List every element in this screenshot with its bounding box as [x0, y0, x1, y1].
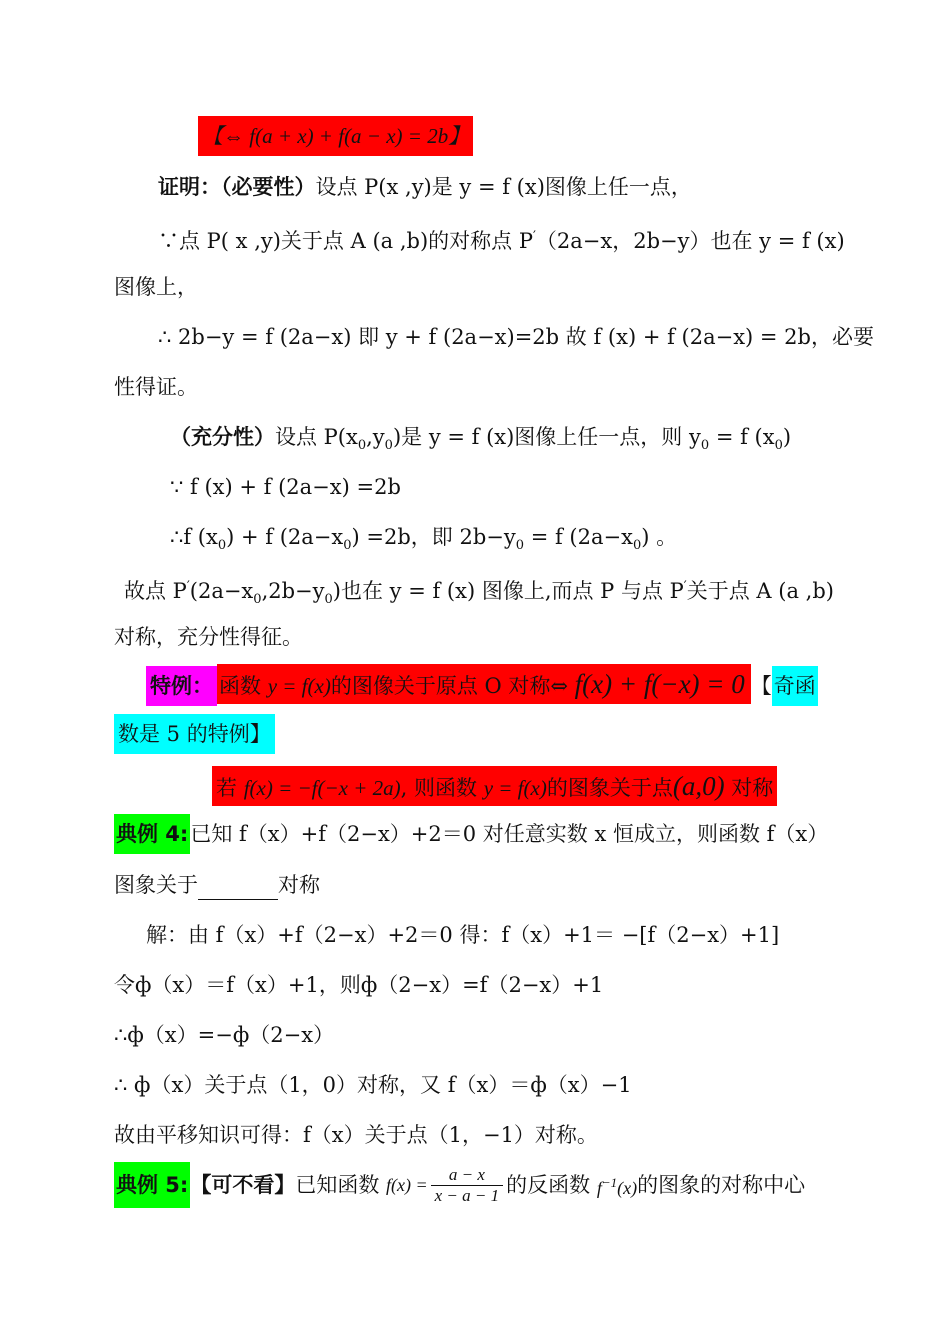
text-line — [114, 622, 303, 652]
proof-necessity-line — [158, 172, 692, 202]
subscript: 0 — [632, 538, 642, 554]
symmetry-condition — [212, 766, 777, 806]
text-line — [114, 372, 198, 402]
sufficiency-label: （充分性） — [170, 425, 275, 449]
text-segment: 的反函数 — [506, 1173, 597, 1197]
subscript: 0 — [343, 538, 352, 554]
condition-math: (a,0) — [672, 771, 725, 801]
sufficiency-text: ,y — [366, 425, 385, 449]
solution-text: ∴ ф（x）关于点（1，0）对称，又 f（x）＝ф（x）−1 — [114, 1073, 632, 1097]
bracket-open: 【 — [750, 674, 772, 698]
special-case-statement — [217, 664, 751, 704]
text-segment: 图象关于 — [114, 873, 198, 897]
condition-text: 的图象关于点 — [546, 776, 673, 800]
example-4-line-2 — [114, 870, 320, 900]
text-segment: ) =2b，即 2b−y — [351, 525, 516, 549]
odd-function-note-line — [114, 714, 275, 754]
condition-math: y = f(x) — [483, 776, 547, 800]
subscript: 0 — [357, 438, 367, 454]
prime-mark: ′ — [532, 229, 536, 244]
odd-function-note-2: 数是 5 的特例】 — [114, 714, 275, 754]
solution-text: 解：由 f（x）+f（2−x）+2＝0 得：f（x）+1＝ −[f（2−x）+1] — [146, 923, 780, 947]
solution-line-3 — [114, 1020, 334, 1050]
condition-text: , 则函数 — [400, 776, 484, 800]
subscript: 0 — [384, 438, 393, 454]
answer-blank — [198, 877, 278, 900]
text-segment: 关于点 A (a ,b) — [686, 579, 834, 603]
example-4-label: 典例 4: — [114, 814, 190, 854]
special-case-line — [146, 664, 818, 704]
sufficiency-text: )是 y = f (x)图像上任一点，则 y — [392, 425, 701, 449]
text-segment: 故点 P — [124, 579, 187, 603]
condition-text: 对称 — [724, 776, 774, 800]
condition-math: f(x) = −f(−x + 2a) — [243, 776, 401, 800]
equivalence-formula-line — [198, 116, 473, 156]
inverse-f: f — [596, 1177, 602, 1198]
function-math: f(x) = — [386, 1175, 428, 1195]
odd-function-note: 奇函 — [772, 666, 818, 706]
because-text: ∵ f (x) + f (2a−x) =2b — [170, 475, 401, 499]
symmetric-point-line — [158, 222, 845, 252]
fraction-numerator: a − x — [431, 1165, 504, 1186]
solution-text: 令ф（x）＝f（x）+1，则ф（2−x）=f（2−x）+1 — [114, 973, 604, 997]
statement-text: 的图像关于原点 O 对称⇔ — [330, 674, 575, 698]
conclusion-line — [124, 572, 834, 608]
subscript: 0 — [700, 438, 710, 454]
solution-line-2 — [114, 970, 603, 1000]
prime-mark: ′ — [186, 579, 190, 594]
proof-text: 设点 P(x ,y)是 y = f (x)图像上任一点， — [315, 175, 692, 199]
equivalence-formula: 【⇔ f(a + x) + f(a − x) = 2b】 — [198, 116, 473, 156]
symmetric-point-text-2: （2a−x，2b−y）也在 y = f (x) — [535, 229, 845, 253]
fraction — [431, 1165, 504, 1206]
text-segment: 对称 — [278, 873, 320, 897]
text-segment: 对称，充分性得征。 — [114, 625, 303, 649]
inverse-arg: (x) — [617, 1177, 638, 1198]
subscript: 0 — [217, 538, 227, 554]
symmetric-point-text: ∵点 P( x ,y)关于点 A (a ,b)的对称点 P — [158, 229, 533, 253]
text-segment: = f (2a−x — [524, 525, 633, 549]
text-segment: ) + f (2a−x — [226, 525, 344, 549]
sufficiency-line — [170, 422, 791, 452]
because-line — [170, 472, 401, 502]
sufficiency-text: = f (x — [709, 425, 775, 449]
solution-text: ∴ф（x）=−ф（2−x） — [114, 1023, 335, 1047]
subscript: 0 — [324, 592, 333, 608]
statement-text: 函数 — [219, 674, 268, 698]
solution-text: 故由平移知识可得：f（x）关于点（1，−1）对称。 — [114, 1123, 598, 1147]
solution-line — [146, 920, 779, 950]
text-segment: 图像上， — [114, 275, 198, 299]
solution-line-5 — [114, 1120, 598, 1150]
solution-line-4 — [114, 1070, 632, 1100]
sufficiency-text: ) — [782, 425, 792, 449]
inverse-superscript: −1 — [601, 1174, 618, 1190]
text-segment: ) 。 — [641, 525, 678, 549]
skip-note: 【可不看】 — [190, 1173, 296, 1197]
subscript: 0 — [253, 592, 262, 608]
text-segment: (2a−x — [189, 579, 254, 603]
subscript: 0 — [515, 538, 525, 554]
symmetry-condition-line — [212, 766, 777, 806]
therefore-line-2 — [170, 522, 677, 552]
condition-text: 若 — [216, 776, 244, 800]
fraction-denominator: x − a − 1 — [434, 1185, 500, 1205]
proof-label: 证明：（必要性） — [158, 175, 316, 199]
therefore-text: ∴ 2b−y = f (2a−x) 即 y + f (2a−x)=2b 故 f (x) + f (2a−x) = 2b，必要 — [158, 325, 874, 349]
text-segment: ,2b−y — [261, 579, 325, 603]
prime-mark: ′ — [683, 579, 687, 594]
subscript: 0 — [774, 438, 783, 454]
text-segment: 的图象的对称中心 — [637, 1173, 806, 1197]
therefore-line — [158, 322, 874, 352]
text-segment: ∴f (x — [170, 525, 218, 549]
inverse-function-math — [596, 1174, 638, 1198]
text-segment: )也在 y = f (x) 图像上,而点 P 与点 P — [332, 579, 684, 603]
text-segment: 已知函数 — [295, 1173, 387, 1197]
example-4-line — [114, 814, 828, 854]
sufficiency-text: 设点 P(x — [275, 425, 358, 449]
example-5-line — [114, 1162, 805, 1208]
example-4-text: 已知 f（x）+f（2−x）+2＝0 对任意实数 x 恒成立，则函数 f（x） — [190, 822, 829, 846]
text-segment: 性得证。 — [114, 375, 198, 399]
statement-math: y = f(x) — [267, 674, 331, 698]
special-case-label: 特例： — [146, 666, 217, 706]
statement-math: f(x) + f(−x) = 0 — [574, 669, 745, 699]
text-line — [114, 272, 198, 302]
example-5-label: 典例 5: — [114, 1162, 190, 1208]
